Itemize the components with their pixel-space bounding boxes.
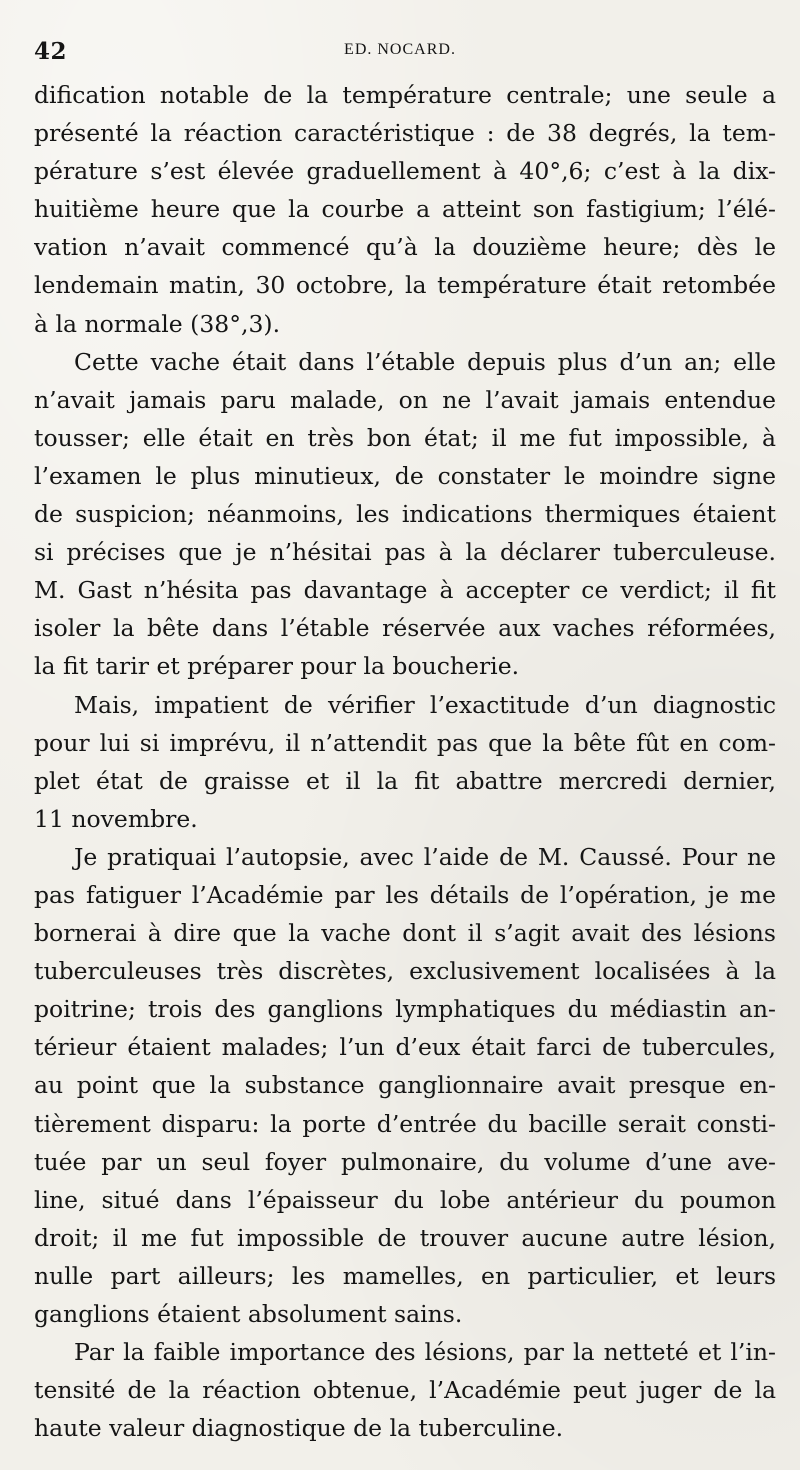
- text-line: de suspicion; néanmoins, les indications thermiques étaient: [34, 500, 776, 529]
- text-line: pour lui si imprévu, il n’attendit pas que la bête fût en com-: [34, 728, 776, 757]
- page-header: [34, 38, 766, 68]
- text-line: lendemain matin, 30 octobre, la température était retombée: [34, 271, 776, 300]
- text-line: bornerai à dire que la vache dont il s’agit avait des lésions: [34, 919, 776, 948]
- text-line: Mais, impatient de vérifier l’exactitude d’un diagnostic: [74, 690, 776, 719]
- text-line: la fit tarir et préparer pour la boucherie.: [34, 652, 520, 681]
- text-line: térieur étaient malades; l’un d’eux était farci de tubercules,: [34, 1033, 776, 1062]
- text-line: au point que la substance ganglionnaire avait presque en-: [34, 1071, 776, 1100]
- text-line: à la normale (38°,3).: [34, 309, 281, 338]
- text-line: tièrement disparu: la porte d’entrée du bacille serait consti-: [34, 1109, 776, 1138]
- text-line: huitième heure que la courbe a atteint son fastigium; l’élé-: [34, 195, 776, 224]
- page-number: 42: [34, 38, 68, 65]
- text-line: ganglions étaient absolument sains.: [34, 1300, 463, 1328]
- body-text: [34, 76, 776, 1447]
- text-line: tousser; elle était en très bon état; il me fut impossible, à: [34, 423, 776, 452]
- text-line: tensité de la réaction obtenue, l’Académie peut juger de la: [34, 1376, 776, 1405]
- text-line: plet état de graisse et il la fit abattre mercredi dernier,: [34, 766, 776, 795]
- text-line: tuée par un seul foyer pulmonaire, du volume d’une ave-: [34, 1147, 776, 1176]
- text-line: pérature s’est élevée graduellement à 40°,6; c’est à la dix-: [34, 157, 776, 186]
- text-line: tuberculeuses très discrètes, exclusivement localisées à la: [34, 957, 776, 986]
- text-line: line, situé dans l’épaisseur du lobe antérieur du poumon: [34, 1185, 776, 1214]
- text-line: l’examen le plus minutieux, de constater le moindre signe: [34, 461, 776, 490]
- text-line: M. Gast n’hésita pas davantage à accepter ce verdict; il fit: [34, 576, 776, 605]
- text-line: isoler la bête dans l’étable réservée aux vaches réformées,: [34, 614, 776, 643]
- text-line: droit; il me fut impossible de trouver aucune autre lésion,: [34, 1223, 776, 1252]
- text-line: présenté la réaction caractéristique : de 38 degrés, la tem-: [34, 119, 776, 148]
- text-line: pas fatiguer l’Académie par les détails de l’opération, je me: [34, 880, 776, 909]
- text-line: nulle part ailleurs; les mamelles, en particulier, et leurs: [34, 1261, 776, 1290]
- text-line: Je pratiquai l’autopsie, avec l’aide de M. Caussé. Pour ne: [74, 842, 776, 871]
- text-line: n’avait jamais paru malade, on ne l’avait jamais entendue: [34, 385, 776, 414]
- text-line: Par la faible importance des lésions, par la netteté et l’in-: [74, 1338, 776, 1367]
- text-line: poitrine; trois des ganglions lymphatiques du médiastin an-: [34, 995, 776, 1024]
- running-head: ED. NOCARD.: [344, 41, 456, 58]
- text-line: haute valeur diagnostique de la tuberculine.: [34, 1414, 564, 1443]
- text-line: vation n’avait commencé qu’à la douzième heure; dès le: [34, 233, 776, 262]
- text-line: Cette vache était dans l’étable depuis plus d’un an; elle: [74, 347, 776, 376]
- text-line: 11 novembre.: [34, 804, 198, 833]
- text-line: si précises que je n’hésitai pas à la déclarer tuberculeuse.: [34, 538, 776, 567]
- text-line: dification notable de la température centrale; une seule a: [34, 81, 776, 109]
